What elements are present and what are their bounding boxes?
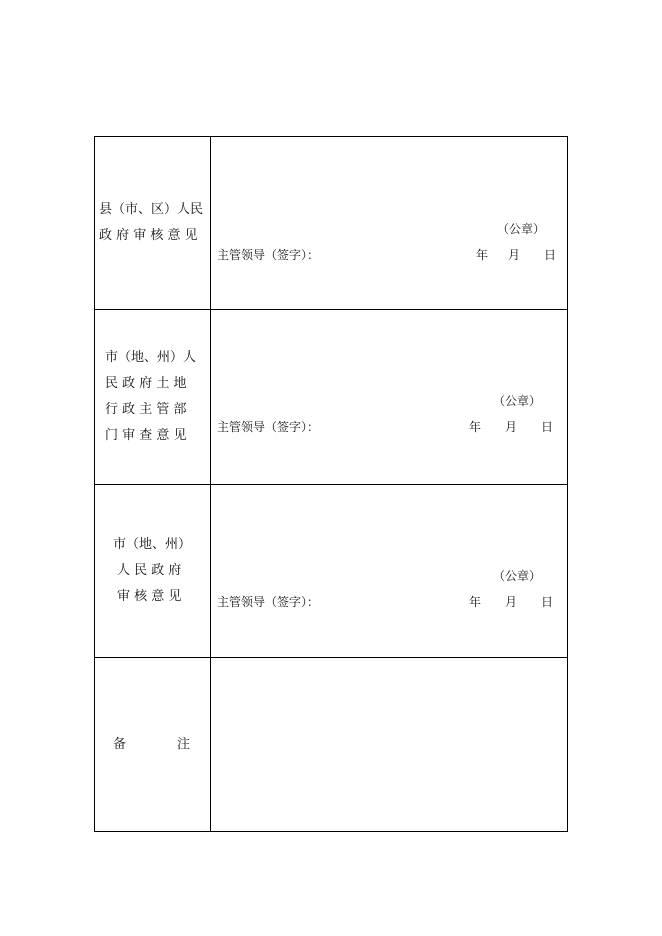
date-month-label: 月 [505, 420, 518, 435]
city-government-review-label [95, 484, 211, 657]
date-year-label: 年 [469, 420, 482, 435]
date-fields [469, 418, 553, 435]
city-government-review-content [211, 484, 568, 657]
remarks-content[interactable] [211, 658, 568, 832]
date-fields [469, 593, 553, 610]
label-line: 门 审 查 意 见 [105, 428, 187, 444]
official-seal-label: （公章） [496, 222, 545, 236]
supervisor-signature-label: 主管领导（签字）： [217, 248, 320, 262]
county-government-review-row [95, 137, 568, 310]
land-department-review-label [95, 310, 211, 485]
label-line: 审 核 意 见 [117, 589, 182, 605]
official-seal-label: （公章） [492, 568, 541, 583]
date-month-label: 月 [508, 248, 521, 262]
county-government-review-content [211, 137, 568, 310]
approval-form-table [94, 136, 568, 832]
remarks-label [95, 658, 211, 832]
label-line: 县（市、区）人民 [99, 202, 204, 218]
date-month-label: 月 [505, 594, 518, 609]
date-day-label: 日 [544, 248, 557, 262]
label-line: 政 府 审 核 意 见 [99, 228, 198, 244]
remarks-label-right: 注 [177, 736, 191, 752]
land-department-review-row [95, 310, 568, 485]
city-government-review-row [95, 484, 568, 657]
land-department-review-content [211, 310, 568, 485]
date-fields [476, 246, 556, 263]
date-day-label: 日 [541, 420, 554, 435]
supervisor-signature-label: 主管领导（签字）： [217, 594, 320, 609]
date-year-label: 年 [469, 594, 482, 609]
supervisor-signature-label: 主管领导（签字）： [217, 420, 320, 435]
official-seal-label: （公章） [492, 394, 541, 409]
date-year-label: 年 [476, 248, 489, 262]
label-line: 市（地、州）人 [105, 350, 197, 366]
remarks-row [95, 658, 568, 832]
date-day-label: 日 [541, 594, 554, 609]
label-line: 行 政 主 管 部 [105, 402, 187, 418]
label-line: 民 政 府 土 地 [105, 376, 187, 392]
remarks-label-left: 备 [113, 736, 127, 752]
label-line: 人 民 政 府 [117, 563, 182, 579]
county-government-review-label [95, 137, 211, 310]
label-line: 市（地、州） [113, 537, 192, 553]
